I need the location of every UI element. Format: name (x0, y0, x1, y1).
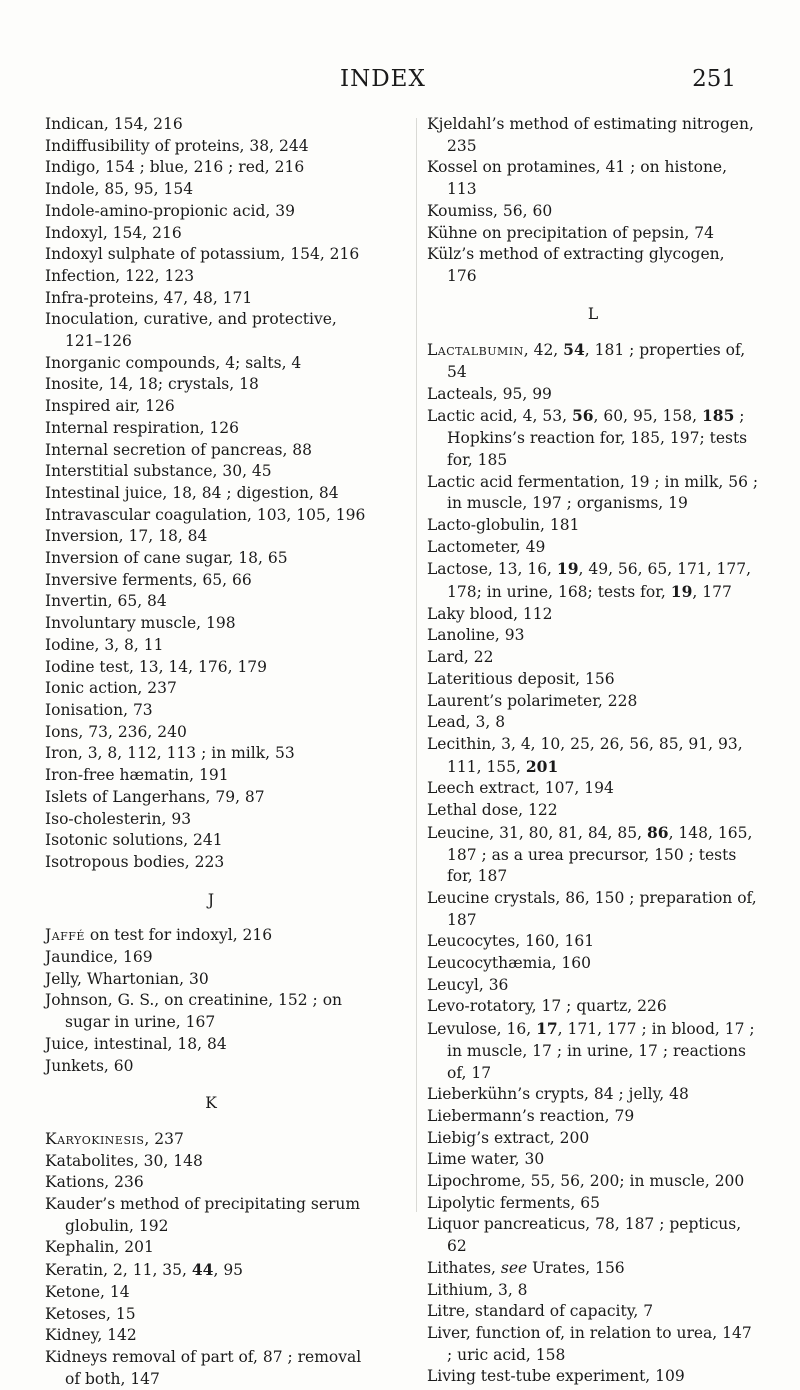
entry-text: Lead, 3, 8 (427, 713, 506, 732)
entry-text: Leucine crystals, 86, 150 ; preparation of, 187 (427, 888, 757, 929)
column-divider (416, 118, 417, 1212)
entry-text: Indoxyl, 154, 216 (45, 223, 182, 242)
entry-text: Kephalin, 201 (45, 1238, 154, 1257)
entry-text: , 237 (144, 1129, 184, 1148)
entry-text: Interstitial substance, 30, 45 (45, 462, 272, 481)
entry-bold-ref: 56 (571, 406, 594, 426)
entry-text: Internal secretion of pancreas, 88 (45, 440, 313, 459)
index-entry (427, 157, 759, 200)
index-entry (427, 405, 759, 471)
index-entry (427, 953, 759, 975)
entry-text: Koumiss, 56, 60 (427, 201, 553, 220)
index-entry (45, 136, 377, 158)
entry-text: Infection, 122, 123 (45, 266, 195, 285)
index-entry (45, 440, 377, 462)
index-entry (427, 558, 759, 603)
index-entry (45, 591, 377, 613)
entry-text: Lateritious deposit, 156 (427, 669, 615, 688)
index-entry (45, 266, 377, 288)
index-entry (45, 635, 377, 657)
entry-text: Inversive ferments, 65, 66 (45, 570, 252, 589)
index-entry (45, 1151, 377, 1173)
entry-text: Inorganic compounds, 4; salts, 4 (45, 353, 302, 372)
entry-text: Infra-proteins, 47, 48, 171 (45, 288, 253, 307)
running-title: INDEX (340, 66, 426, 92)
index-entry (45, 244, 377, 266)
entry-text: Indole-amino-propionic acid, 39 (45, 201, 295, 220)
index-entry (45, 1056, 377, 1078)
index-entry (427, 691, 759, 713)
index-entry (427, 996, 759, 1018)
entry-text: Johnson, G. S., on creatinine, 152 ; on sugar in urine, 167 (45, 991, 343, 1032)
entry-text: Iodine test, 13, 14, 176, 179 (45, 657, 268, 676)
index-entry (45, 179, 377, 201)
index-entry (427, 625, 759, 647)
entry-text: Islets of Langerhans, 79, 87 (45, 787, 265, 806)
index-entry (45, 809, 377, 831)
index-entry (45, 309, 377, 352)
page-number: 251 (692, 66, 736, 92)
index-entry (45, 787, 377, 809)
entry-text: Invertin, 65, 84 (45, 592, 167, 611)
entry-text: Lactic acid, 4, 53, (427, 407, 572, 426)
index-entry (45, 1282, 377, 1304)
index-entry (45, 570, 377, 592)
index-entry (427, 1084, 759, 1106)
entry-text: Indigo, 154 ; blue, 216 ; red, 216 (45, 158, 305, 177)
index-entry (45, 505, 377, 527)
entry-text: Intestinal juice, 18, 84 ; digestion, 84 (45, 483, 339, 502)
index-entry (45, 1172, 377, 1194)
entry-text: Involuntary muscle, 198 (45, 614, 236, 633)
entry-text: Lactose, 13, 16, (427, 560, 557, 579)
index-entry (45, 114, 377, 136)
entry-text: Kühne on precipitation of pepsin, 74 (427, 223, 714, 242)
index-entry (45, 461, 377, 483)
index-entry (45, 223, 377, 245)
entry-text: Lactic acid fermentation, 19 ; in milk, 56 ; in muscle, 197 ; organisms, 19 (427, 472, 759, 513)
entry-text-cont: , 171, 177 ; in blood, 17 ; in muscle, 17 ; in urine, 17 ; reactions of, 17 (447, 1020, 755, 1082)
entry-text: Iso-cholesterin, 93 (45, 809, 192, 828)
index-entry (427, 734, 759, 778)
entry-text: Lecithin, 3, 4, 10, 25, 26, 56, 85, 91, 93, 111, 155, (427, 734, 743, 776)
index-entry (427, 604, 759, 626)
entry-text: Juice, intestinal, 18, 84 (45, 1034, 227, 1053)
entry-text: Lipochrome, 55, 56, 200; in muscle, 200 (427, 1172, 745, 1191)
entry-text: Ketoses, 15 (45, 1304, 136, 1323)
entry-text: Lard, 22 (427, 648, 494, 667)
index-entry (45, 1259, 377, 1282)
entry-text: Internal respiration, 126 (45, 418, 240, 437)
entry-text: Inosite, 14, 18; crystals, 18 (45, 375, 259, 394)
entry-text: Liebig’s extract, 200 (427, 1128, 590, 1147)
entry-text: Leech extract, 107, 194 (427, 779, 614, 798)
entry-text: Lithium, 3, 8 (427, 1280, 528, 1299)
entry-text: Isotropous bodies, 223 (45, 852, 225, 871)
entry-text: Lime water, 30 (427, 1150, 545, 1169)
entry-text: Iron, 3, 8, 112, 113 ; in milk, 53 (45, 744, 295, 763)
index-entry (427, 339, 759, 383)
entry-text-cont: , 49, 56, 65, 171, 177, 178; in urine, 168; tests for, (447, 560, 752, 602)
entry-text: , 42, (523, 341, 564, 360)
section-letter: L (587, 304, 599, 323)
index-entry (427, 1258, 759, 1280)
entry-bold-ref: 86 (646, 822, 669, 842)
index-entry (45, 374, 377, 396)
index-entry (45, 548, 377, 570)
entry-text: Junkets, 60 (45, 1056, 134, 1075)
entry-bold-ref: 19 (670, 582, 693, 602)
index-entry (427, 778, 759, 800)
index-entry (45, 1325, 377, 1347)
index-entry (45, 743, 377, 765)
index-entry (427, 1149, 759, 1171)
entry-text: Isotonic solutions, 241 (45, 831, 223, 850)
index-entry (427, 1171, 759, 1193)
index-entry (427, 888, 759, 931)
index-entry (45, 700, 377, 722)
index-column-right (427, 114, 759, 1388)
entry-text: Lethal dose, 122 (427, 801, 558, 820)
entry-text: Lacto-globulin, 181 (427, 515, 580, 534)
entry-bold-ref: 19 (556, 559, 579, 579)
entry-text: Intravascular coagulation, 103, 105, 196 (45, 505, 366, 524)
entry-text: Kossel on protamines, 41 ; on histone, 113 (427, 158, 728, 199)
index-entry (45, 765, 377, 787)
index-entry (427, 244, 759, 287)
entry-text: Indiffusibility of proteins, 38, 244 (45, 136, 309, 155)
entry-text: Katabolites, 30, 148 (45, 1151, 203, 1170)
entry-bold-ref: 185 (702, 406, 735, 426)
index-entry (45, 969, 377, 991)
index-entry (427, 800, 759, 822)
section-letter: K (205, 1094, 217, 1113)
entry-text: Kjeldahl’s method of estimating nitrogen, 235 (427, 115, 754, 155)
entry-bold-ref: 44 (191, 1260, 214, 1280)
index-entry (45, 418, 377, 440)
entry-text: Kidney, 142 (45, 1326, 137, 1345)
entry-text: on test for indoxyl, 216 (84, 926, 273, 945)
index-entry (45, 947, 377, 969)
index-entry (45, 1194, 377, 1237)
entry-text: Iodine, 3, 8, 11 (45, 635, 164, 654)
entry-text: Lanoline, 93 (427, 626, 525, 645)
entry-text: Inoculation, curative, and protective, 121–126 (45, 310, 337, 351)
entry-text: Leucocythæmia, 160 (427, 954, 592, 973)
entry-text-cont: , 181 ; properties of, 54 (447, 341, 746, 382)
entry-text: Kations, 236 (45, 1173, 144, 1192)
index-entry (45, 396, 377, 418)
entry-text: Levo-rotatory, 17 ; quartz, 226 (427, 997, 667, 1016)
entry-text: Indican, 154, 216 (45, 115, 183, 133)
index-entry (45, 288, 377, 310)
index-entry (427, 647, 759, 669)
entry-text: Indole, 85, 95, 154 (45, 180, 194, 199)
entry-text: Lacteals, 95, 99 (427, 384, 552, 403)
entry-bold-ref: 201 (525, 756, 559, 776)
entry-text: Laky blood, 112 (427, 604, 553, 623)
index-entry (45, 1034, 377, 1056)
entry-text-cont: ; Hopkins’s reaction for, 185, 197; tests for, 185 (447, 407, 748, 469)
entry-text: Liebermann’s reaction, 79 (427, 1106, 635, 1125)
index-entry (427, 712, 759, 734)
entry-bold-ref: 17 (536, 1019, 558, 1039)
entry-headword: Karyokinesis (45, 1129, 145, 1148)
index-entry (45, 613, 377, 635)
index-entry (45, 852, 377, 874)
entry-text: Ions, 73, 236, 240 (45, 722, 187, 741)
entry-text: Kidneys removal of part of, 87 ; removal of both, 147 (45, 1347, 362, 1388)
index-entry (45, 1304, 377, 1326)
entry-text-cont: , 148, 165, 187 ; as a urea precursor, 150 ; tests for, 187 (447, 823, 753, 886)
index-entry (45, 990, 377, 1033)
entry-text: Ionisation, 73 (45, 700, 153, 719)
index-entry (427, 537, 759, 559)
entry-headword: Jaffé (45, 926, 85, 945)
entry-text: Keratin, 2, 11, 35, (45, 1261, 192, 1280)
entry-text: Kauder’s method of precipitating serum globulin, 192 (45, 1195, 361, 1235)
index-entry (427, 1193, 759, 1215)
entry-text: Inversion, 17, 18, 84 (45, 527, 208, 546)
index-entry (427, 515, 759, 537)
index-entry (427, 201, 759, 223)
index-entry (45, 1237, 377, 1259)
entry-text: Litre, standard of capacity, 7 (427, 1302, 654, 1321)
index-entry (427, 1128, 759, 1150)
index-entry (427, 822, 759, 888)
index-column-left (45, 114, 377, 1390)
index-entry (45, 722, 377, 744)
entry-headword: Lactalbumin (427, 341, 524, 360)
index-entry (45, 830, 377, 852)
index-entry (45, 657, 377, 679)
entry-text: Jaundice, 169 (45, 948, 153, 967)
index-entry (427, 223, 759, 245)
index-entry (45, 678, 377, 700)
entry-text: Ionic action, 237 (45, 679, 177, 698)
entry-text: Ketone, 14 (45, 1282, 130, 1301)
index-entry (45, 353, 377, 375)
entry-text-cont: , 60, 95, 158, (593, 407, 702, 426)
entry-bold-ref: 54 (563, 340, 585, 360)
index-entry (427, 1366, 759, 1388)
index-entry (427, 1018, 759, 1084)
section-letter: J (207, 890, 215, 909)
index-entry (427, 1214, 759, 1257)
entry-text: Jelly, Whartonian, 30 (45, 969, 209, 988)
entry-text: Indoxyl sulphate of potassium, 154, 216 (45, 245, 360, 264)
index-entry (427, 1280, 759, 1302)
entry-text-cont: , 95 (213, 1261, 244, 1280)
entry-text: Inversion of cane sugar, 18, 65 (45, 549, 288, 568)
index-entry (427, 472, 759, 515)
index-entry (45, 1129, 377, 1151)
entry-text: Laurent’s polarimeter, 228 (427, 691, 638, 710)
entry-text: Lieberkühn’s crypts, 84 ; jelly, 48 (427, 1085, 689, 1104)
entry-see-ref: see (500, 1258, 528, 1277)
entry-text: Leucocytes, 160, 161 (427, 932, 595, 951)
index-entry (45, 925, 377, 947)
entry-text: Lithates, (427, 1258, 501, 1277)
entry-text: Living test-tube experiment, 109 (427, 1367, 685, 1386)
index-entry (45, 1347, 377, 1390)
index-entry (45, 201, 377, 223)
index-entry (427, 931, 759, 953)
entry-text-cont: Urates, 156 (527, 1258, 625, 1277)
entry-text: Külz’s method of extracting glycogen, 176 (427, 245, 725, 285)
entry-text: Leucine, 31, 80, 81, 84, 85, (427, 823, 647, 842)
entry-text: Lactometer, 49 (427, 537, 546, 556)
index-entry (427, 975, 759, 997)
index-entry (45, 483, 377, 505)
index-entry (427, 384, 759, 406)
index-entry (427, 114, 759, 157)
index-entry (427, 669, 759, 691)
index-entry (45, 526, 377, 548)
entry-text: Levulose, 16, (427, 1020, 537, 1039)
page-header (0, 66, 800, 98)
index-entry (427, 1301, 759, 1323)
index-entry (45, 157, 377, 179)
index-entry (427, 1323, 759, 1366)
entry-text: Lipolytic ferments, 65 (427, 1193, 600, 1212)
entry-text: Liquor pancreaticus, 78, 187 ; pepticus, 62 (427, 1215, 742, 1256)
entry-text: Inspired air, 126 (45, 397, 175, 416)
entry-text: Leucyl, 36 (427, 975, 509, 994)
entry-text: Liver, function of, in relation to urea, 147 ; uric acid, 158 (427, 1323, 752, 1364)
entry-text-cont: , 177 (692, 583, 732, 602)
entry-text: Iron-free hæmatin, 191 (45, 766, 229, 785)
index-entry (427, 1106, 759, 1128)
